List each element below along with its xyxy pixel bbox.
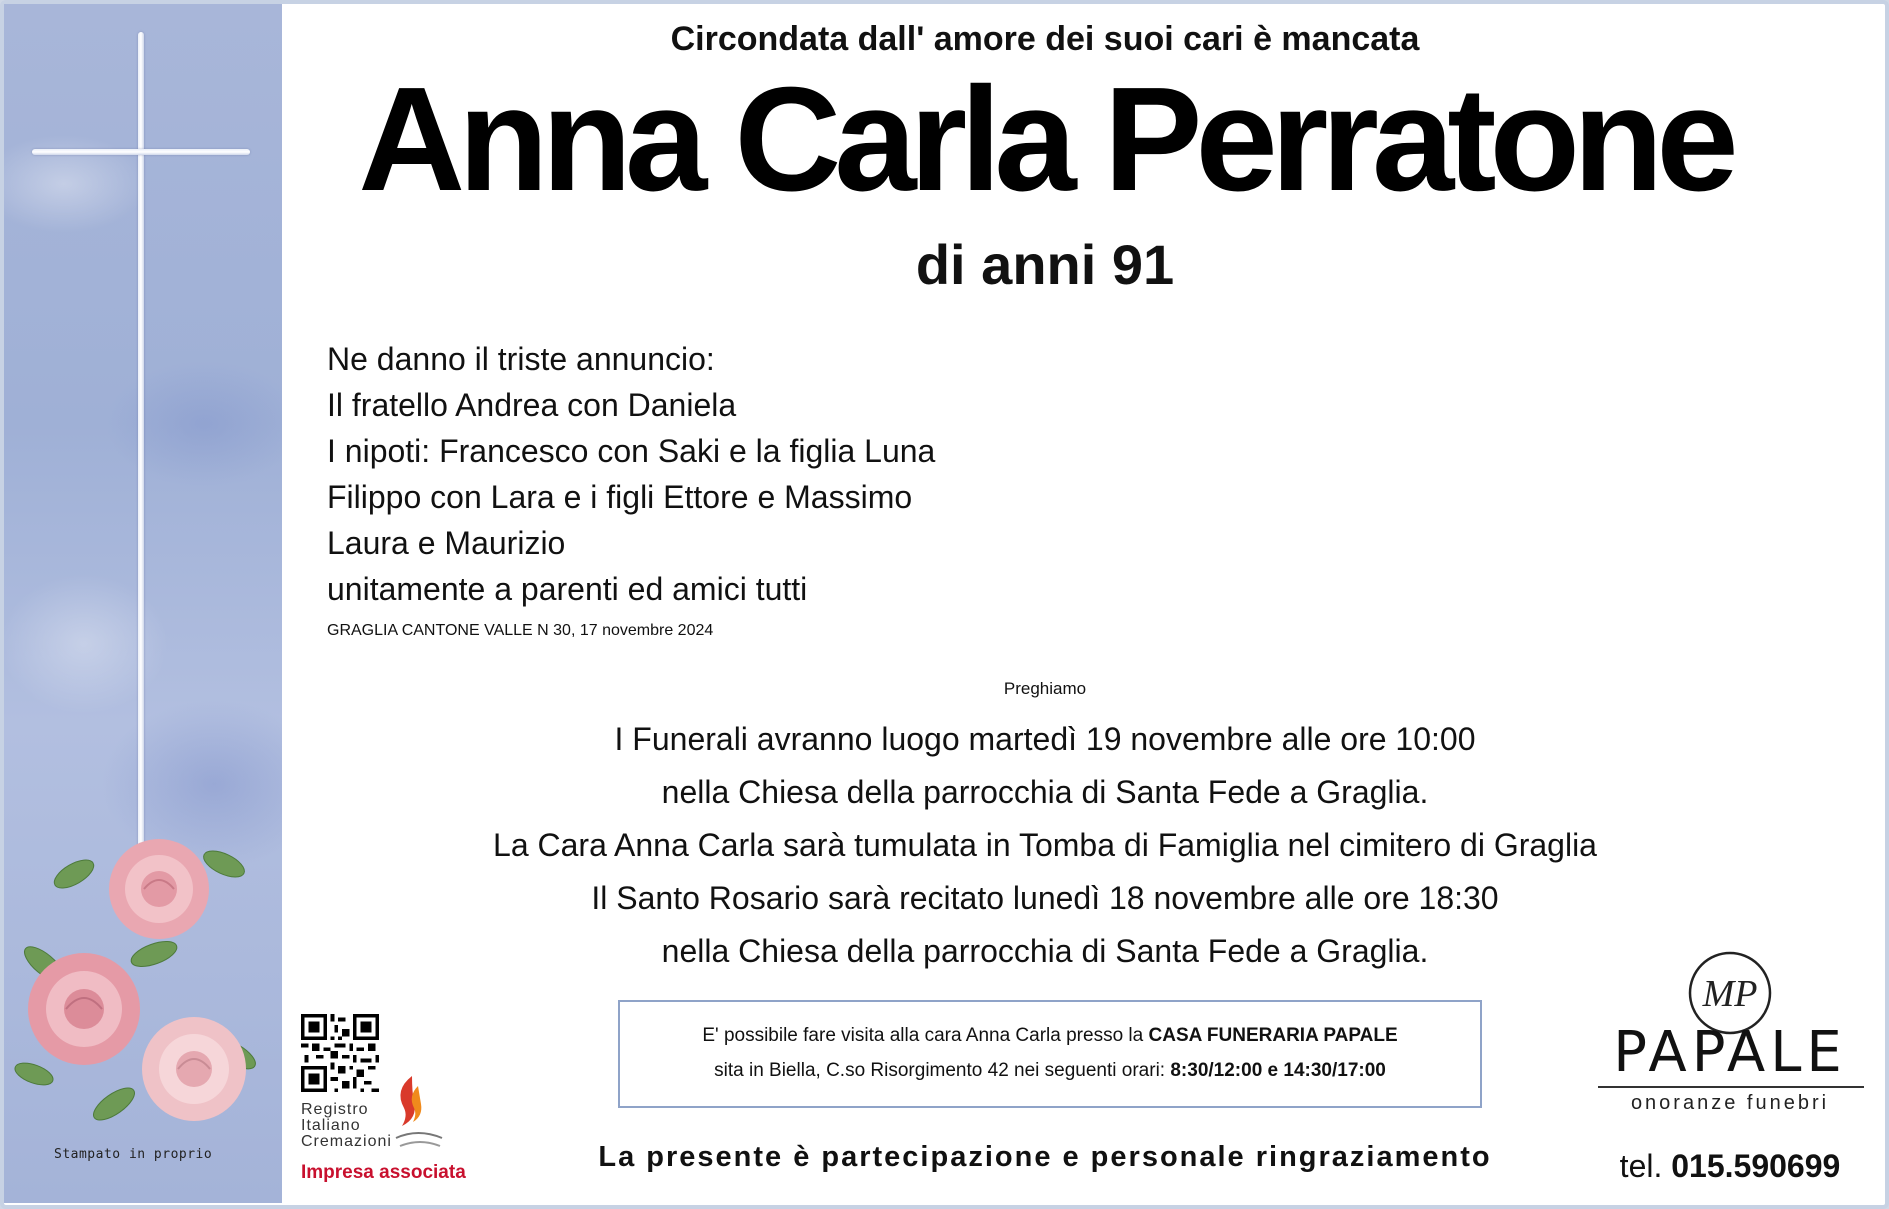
intro-line: Circondata dall' amore dei suoi cari è mancata	[670, 20, 1420, 58]
thanks-line: La presente è partecipazione e personale ringraziamento	[598, 1141, 1492, 1173]
funeral-line: I Funerali avranno luogo martedì 19 novembre alle ore 10:00	[614, 721, 1476, 757]
cross-icon-bar	[32, 149, 250, 155]
visit-hours: 8:30/12:00 e 14:30/17:00	[1170, 1060, 1386, 1081]
funeral-home-phone[interactable]: tel. 015.590699	[1619, 1148, 1841, 1184]
cremation-registry-name: Registro Italiano Cremazioni	[301, 1101, 392, 1150]
pray-label: Preghiamo	[1003, 679, 1087, 698]
location-date: GRAGLIA CANTONE VALLE N 30, 17 novembre 2024	[327, 622, 714, 639]
decorative-side-panel	[4, 4, 282, 1203]
visit-line-1: E' possibile fare visita alla cara Anna Carla presso la CASA FUNERARIA PAPALE	[702, 1025, 1398, 1046]
associated-badge: Impresa associata	[301, 1162, 466, 1183]
visit-info-box	[618, 1000, 1482, 1108]
funeral-line: nella Chiesa della parrocchia di Santa Fede a Graglia.	[661, 774, 1429, 810]
mourner-line: I nipoti: Francesco con Saki e la figlia Luna	[327, 433, 936, 469]
mourner-line: unitamente a parenti ed amici tutti	[327, 571, 808, 607]
mourner-line: Filippo con Lara e i figli Ettore e Massimo	[327, 479, 913, 515]
funeral-home-tagline: onoranze funebri	[1630, 1092, 1830, 1114]
funeral-home-name: CASA FUNERARIA PAPALE	[1148, 1025, 1398, 1046]
roses-illustration	[4, 834, 286, 1134]
funeral-home-brand: PAPALE	[1613, 1020, 1847, 1085]
svg-text:MP: MP	[1702, 973, 1758, 1015]
mourner-line: Ne danno il triste annuncio:	[327, 341, 715, 377]
mourner-line: Laura e Maurizio	[327, 525, 566, 561]
cross-icon	[138, 32, 144, 892]
mourners-list	[327, 336, 935, 612]
funeral-details	[300, 713, 1790, 978]
printed-note: Stampato in proprio	[54, 1147, 213, 1162]
funeral-line: Il Santo Rosario sarà recitato lunedì 18 novembre alle ore 18:30	[591, 880, 1499, 916]
visit-line-2: sita in Biella, C.so Risorgimento 42 nei seguenti orari: 8:30/12:00 e 14:30/17:00	[714, 1060, 1386, 1081]
brand-divider	[1598, 1086, 1864, 1088]
deceased-name: Anna Carla Perratone	[358, 57, 1732, 222]
mourner-line: Il fratello Andrea con Daniela	[327, 387, 737, 423]
funeral-line: La Cara Anna Carla sarà tumulata in Tomba di Famiglia nel cimitero di Graglia	[493, 827, 1597, 863]
funeral-line: nella Chiesa della parrocchia di Santa Fede a Graglia.	[661, 933, 1429, 969]
deceased-age: di anni 91	[915, 233, 1175, 296]
